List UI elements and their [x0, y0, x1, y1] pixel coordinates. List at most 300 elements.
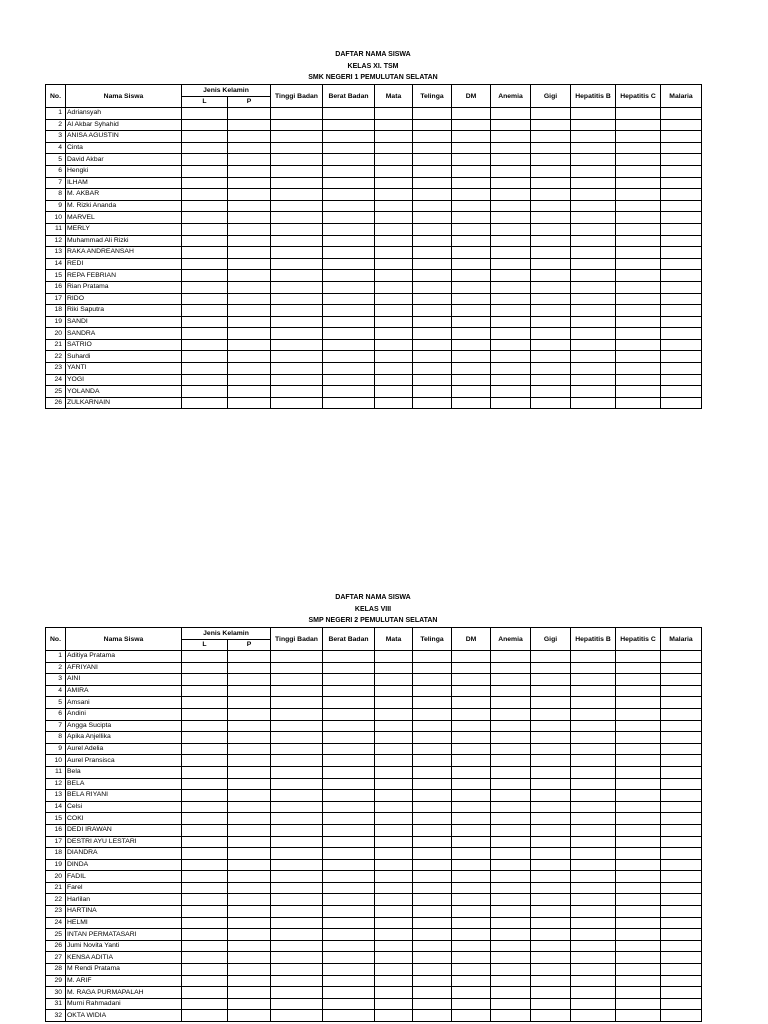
- table-row: [46, 142, 702, 154]
- data-cell: [661, 813, 702, 825]
- data-cell: [571, 363, 616, 375]
- data-cell: [228, 247, 271, 259]
- data-cell: [323, 142, 375, 154]
- data-cell: [413, 697, 452, 709]
- data-cell: [531, 397, 571, 409]
- data-cell: [616, 790, 661, 802]
- data-cell: [571, 801, 616, 813]
- data-cell: [182, 836, 228, 848]
- student-name: Aditiya Pratama: [66, 651, 182, 663]
- row-number: 13: [46, 247, 66, 259]
- data-cell: [271, 917, 323, 929]
- table-row: [46, 906, 702, 918]
- row-number: 11: [46, 766, 66, 778]
- data-cell: [182, 374, 228, 386]
- data-cell: [491, 363, 531, 375]
- data-cell: [571, 108, 616, 120]
- data-cell: [323, 697, 375, 709]
- data-cell: [375, 1010, 413, 1022]
- data-cell: [452, 708, 491, 720]
- data-cell: [661, 247, 702, 259]
- data-cell: [452, 200, 491, 212]
- data-cell: [491, 697, 531, 709]
- header-no: No.: [46, 628, 66, 651]
- data-cell: [323, 305, 375, 317]
- table-row: [46, 929, 702, 941]
- data-cell: [452, 964, 491, 976]
- header-gigi: Gigi: [531, 85, 571, 108]
- student-name: YOGI: [66, 374, 182, 386]
- data-cell: [375, 836, 413, 848]
- data-cell: [452, 743, 491, 755]
- data-cell: [571, 917, 616, 929]
- data-cell: [182, 975, 228, 987]
- data-cell: [375, 929, 413, 941]
- header-l: L: [182, 639, 228, 651]
- data-cell: [571, 755, 616, 767]
- data-cell: [571, 952, 616, 964]
- data-cell: [571, 189, 616, 201]
- data-cell: [323, 281, 375, 293]
- table-row: [46, 305, 702, 317]
- data-cell: [228, 975, 271, 987]
- student-name: Bela: [66, 766, 182, 778]
- data-cell: [571, 316, 616, 328]
- data-cell: [228, 397, 271, 409]
- data-cell: [616, 998, 661, 1010]
- data-cell: [571, 131, 616, 143]
- student-name: DIANDRA: [66, 848, 182, 860]
- data-cell: [323, 189, 375, 201]
- data-cell: [413, 964, 452, 976]
- data-cell: [491, 790, 531, 802]
- table-row: [46, 281, 702, 293]
- data-cell: [571, 790, 616, 802]
- data-cell: [491, 281, 531, 293]
- data-cell: [228, 131, 271, 143]
- data-cell: [413, 859, 452, 871]
- data-cell: [375, 189, 413, 201]
- data-cell: [182, 119, 228, 131]
- data-cell: [616, 247, 661, 259]
- data-cell: [571, 674, 616, 686]
- data-cell: [228, 223, 271, 235]
- data-cell: [323, 813, 375, 825]
- data-cell: [375, 386, 413, 398]
- header-tinggi-badan: Tinggi Badan: [271, 628, 323, 651]
- data-cell: [182, 766, 228, 778]
- data-cell: [228, 662, 271, 674]
- data-cell: [491, 258, 531, 270]
- data-cell: [271, 247, 323, 259]
- data-cell: [616, 766, 661, 778]
- data-cell: [531, 386, 571, 398]
- student-name: Farel: [66, 882, 182, 894]
- data-cell: [228, 177, 271, 189]
- table-row: [46, 766, 702, 778]
- data-cell: [271, 778, 323, 790]
- data-cell: [323, 258, 375, 270]
- data-cell: [531, 801, 571, 813]
- data-cell: [413, 293, 452, 305]
- data-cell: [661, 674, 702, 686]
- data-cell: [571, 293, 616, 305]
- data-cell: [271, 894, 323, 906]
- data-cell: [491, 848, 531, 860]
- student-name: COKI: [66, 813, 182, 825]
- data-cell: [571, 836, 616, 848]
- data-cell: [616, 108, 661, 120]
- table-row: [46, 824, 702, 836]
- row-number: 9: [46, 200, 66, 212]
- data-cell: [661, 212, 702, 224]
- row-number: 22: [46, 894, 66, 906]
- data-cell: [413, 351, 452, 363]
- data-cell: [661, 743, 702, 755]
- data-cell: [616, 859, 661, 871]
- data-cell: [491, 708, 531, 720]
- header-no: No.: [46, 85, 66, 108]
- student-name: Apika Anjellika: [66, 732, 182, 744]
- data-cell: [616, 212, 661, 224]
- data-cell: [228, 200, 271, 212]
- student-name: SANDRA: [66, 328, 182, 340]
- data-cell: [661, 906, 702, 918]
- header-hepatitis-c: Hepatitis C: [616, 628, 661, 651]
- data-cell: [661, 685, 702, 697]
- data-cell: [228, 940, 271, 952]
- data-cell: [491, 952, 531, 964]
- data-cell: [413, 743, 452, 755]
- data-cell: [661, 929, 702, 941]
- table-row: [46, 374, 702, 386]
- data-cell: [323, 940, 375, 952]
- data-cell: [531, 998, 571, 1010]
- student-name: Aurel Pransisca: [66, 755, 182, 767]
- data-cell: [271, 940, 323, 952]
- data-cell: [531, 212, 571, 224]
- class-label: KELAS XI. TSM: [347, 62, 399, 70]
- data-cell: [182, 755, 228, 767]
- data-cell: [228, 235, 271, 247]
- table-row: [46, 119, 702, 131]
- data-cell: [661, 766, 702, 778]
- data-cell: [491, 940, 531, 952]
- table-row: [46, 223, 702, 235]
- data-cell: [491, 154, 531, 166]
- student-name: Harlilan: [66, 894, 182, 906]
- header-hepatitis-c: Hepatitis C: [616, 85, 661, 108]
- data-cell: [271, 906, 323, 918]
- data-cell: [571, 177, 616, 189]
- data-cell: [228, 351, 271, 363]
- data-cell: [531, 708, 571, 720]
- data-cell: [413, 732, 452, 744]
- data-cell: [491, 894, 531, 906]
- table-row: [46, 674, 702, 686]
- data-cell: [661, 293, 702, 305]
- student-name: Celsi: [66, 801, 182, 813]
- data-cell: [531, 987, 571, 999]
- data-cell: [228, 766, 271, 778]
- row-number: 7: [46, 720, 66, 732]
- data-cell: [616, 987, 661, 999]
- data-cell: [531, 836, 571, 848]
- data-cell: [571, 270, 616, 282]
- data-cell: [228, 281, 271, 293]
- student-name: KENSA ADITIA: [66, 952, 182, 964]
- data-cell: [182, 247, 228, 259]
- row-number: 8: [46, 189, 66, 201]
- data-cell: [413, 766, 452, 778]
- data-cell: [375, 131, 413, 143]
- data-cell: [413, 987, 452, 999]
- row-number: 16: [46, 824, 66, 836]
- data-cell: [616, 397, 661, 409]
- data-cell: [571, 386, 616, 398]
- data-cell: [323, 339, 375, 351]
- data-cell: [375, 177, 413, 189]
- data-cell: [452, 720, 491, 732]
- data-cell: [452, 351, 491, 363]
- data-cell: [228, 165, 271, 177]
- data-cell: [531, 1010, 571, 1022]
- data-cell: [452, 235, 491, 247]
- data-cell: [571, 154, 616, 166]
- data-cell: [228, 987, 271, 999]
- data-cell: [531, 305, 571, 317]
- header-berat-badan: Berat Badan: [323, 628, 375, 651]
- data-cell: [323, 801, 375, 813]
- data-cell: [491, 987, 531, 999]
- data-cell: [571, 223, 616, 235]
- data-cell: [531, 964, 571, 976]
- student-name: DESTRI AYU LESTARI: [66, 836, 182, 848]
- data-cell: [182, 339, 228, 351]
- data-cell: [531, 940, 571, 952]
- data-cell: [323, 351, 375, 363]
- row-number: 2: [46, 119, 66, 131]
- data-cell: [413, 824, 452, 836]
- data-cell: [271, 177, 323, 189]
- row-number: 12: [46, 778, 66, 790]
- data-cell: [491, 975, 531, 987]
- data-cell: [452, 662, 491, 674]
- data-cell: [491, 662, 531, 674]
- data-cell: [271, 871, 323, 883]
- data-cell: [571, 328, 616, 340]
- data-cell: [661, 790, 702, 802]
- student-name: HELMI: [66, 917, 182, 929]
- data-cell: [375, 662, 413, 674]
- data-cell: [228, 270, 271, 282]
- data-cell: [571, 743, 616, 755]
- data-cell: [182, 790, 228, 802]
- data-cell: [531, 131, 571, 143]
- student-name: ANISA AGUSTIN: [66, 131, 182, 143]
- data-cell: [182, 154, 228, 166]
- student-name: Adriansyah: [66, 108, 182, 120]
- data-cell: [616, 906, 661, 918]
- data-cell: [375, 685, 413, 697]
- table-row: [46, 397, 702, 409]
- data-cell: [375, 975, 413, 987]
- data-cell: [413, 223, 452, 235]
- data-cell: [323, 975, 375, 987]
- data-cell: [452, 142, 491, 154]
- data-cell: [571, 142, 616, 154]
- row-number: 15: [46, 270, 66, 282]
- data-cell: [271, 836, 323, 848]
- data-cell: [323, 836, 375, 848]
- data-cell: [323, 235, 375, 247]
- data-cell: [228, 697, 271, 709]
- data-cell: [491, 929, 531, 941]
- data-cell: [271, 119, 323, 131]
- data-cell: [531, 165, 571, 177]
- data-cell: [375, 270, 413, 282]
- data-cell: [413, 929, 452, 941]
- data-cell: [452, 685, 491, 697]
- data-cell: [323, 223, 375, 235]
- data-cell: [375, 397, 413, 409]
- data-cell: [616, 674, 661, 686]
- data-cell: [616, 732, 661, 744]
- data-cell: [182, 987, 228, 999]
- data-cell: [452, 975, 491, 987]
- data-cell: [323, 998, 375, 1010]
- data-cell: [182, 397, 228, 409]
- data-cell: [375, 200, 413, 212]
- data-cell: [413, 790, 452, 802]
- data-cell: [452, 397, 491, 409]
- header-p: P: [228, 639, 271, 651]
- row-number: 28: [46, 964, 66, 976]
- data-cell: [616, 662, 661, 674]
- table-row: [46, 685, 702, 697]
- data-cell: [571, 987, 616, 999]
- data-cell: [452, 131, 491, 143]
- table-header: [46, 628, 702, 651]
- row-number: 20: [46, 328, 66, 340]
- data-cell: [661, 200, 702, 212]
- data-cell: [452, 154, 491, 166]
- data-cell: [375, 987, 413, 999]
- data-cell: [413, 386, 452, 398]
- data-cell: [452, 223, 491, 235]
- data-cell: [228, 790, 271, 802]
- data-cell: [452, 732, 491, 744]
- data-cell: [271, 363, 323, 375]
- data-cell: [616, 975, 661, 987]
- row-number: 17: [46, 293, 66, 305]
- table-row: [46, 871, 702, 883]
- data-cell: [661, 882, 702, 894]
- data-cell: [228, 778, 271, 790]
- data-cell: [616, 964, 661, 976]
- header-jenis-kelamin: Jenis Kelamin: [182, 85, 271, 97]
- data-cell: [452, 374, 491, 386]
- data-cell: [531, 281, 571, 293]
- table-row: [46, 987, 702, 999]
- data-cell: [182, 778, 228, 790]
- data-cell: [323, 882, 375, 894]
- table-row: [46, 882, 702, 894]
- data-cell: [616, 685, 661, 697]
- data-cell: [323, 894, 375, 906]
- school-name: SMK NEGERI 1 PEMULUTAN SELATAN: [308, 74, 438, 81]
- data-cell: [323, 662, 375, 674]
- data-cell: [413, 281, 452, 293]
- student-name: REPA FEBRIAN: [66, 270, 182, 282]
- data-cell: [661, 235, 702, 247]
- data-cell: [531, 882, 571, 894]
- data-cell: [661, 720, 702, 732]
- student-name: YOLANDA: [66, 386, 182, 398]
- data-cell: [616, 258, 661, 270]
- row-number: 21: [46, 882, 66, 894]
- data-cell: [491, 651, 531, 663]
- data-cell: [491, 882, 531, 894]
- data-cell: [531, 871, 571, 883]
- data-cell: [323, 212, 375, 224]
- data-cell: [413, 894, 452, 906]
- data-cell: [375, 165, 413, 177]
- data-cell: [375, 651, 413, 663]
- data-cell: [271, 258, 323, 270]
- data-cell: [452, 848, 491, 860]
- student-name: Andini: [66, 708, 182, 720]
- data-cell: [323, 177, 375, 189]
- data-cell: [375, 778, 413, 790]
- table-row: [46, 200, 702, 212]
- data-cell: [375, 998, 413, 1010]
- data-cell: [323, 386, 375, 398]
- class-label: KELAS VIII: [354, 605, 392, 613]
- data-cell: [491, 270, 531, 282]
- data-cell: [571, 305, 616, 317]
- data-cell: [182, 258, 228, 270]
- data-cell: [452, 882, 491, 894]
- data-cell: [571, 685, 616, 697]
- student-name: Cinta: [66, 142, 182, 154]
- data-cell: [413, 882, 452, 894]
- data-cell: [571, 708, 616, 720]
- data-cell: [531, 223, 571, 235]
- header-l: L: [182, 96, 228, 108]
- data-cell: [323, 316, 375, 328]
- data-cell: [571, 720, 616, 732]
- data-cell: [375, 363, 413, 375]
- data-cell: [413, 235, 452, 247]
- data-cell: [616, 270, 661, 282]
- data-cell: [271, 316, 323, 328]
- data-cell: [616, 363, 661, 375]
- data-cell: [531, 766, 571, 778]
- data-cell: [271, 374, 323, 386]
- data-cell: [228, 339, 271, 351]
- header-malaria: Malaria: [661, 628, 702, 651]
- data-cell: [323, 328, 375, 340]
- table-body: [46, 651, 702, 1022]
- data-cell: [661, 223, 702, 235]
- data-cell: [452, 293, 491, 305]
- data-cell: [661, 952, 702, 964]
- table-row: [46, 177, 702, 189]
- data-cell: [271, 397, 323, 409]
- data-cell: [375, 281, 413, 293]
- data-cell: [616, 929, 661, 941]
